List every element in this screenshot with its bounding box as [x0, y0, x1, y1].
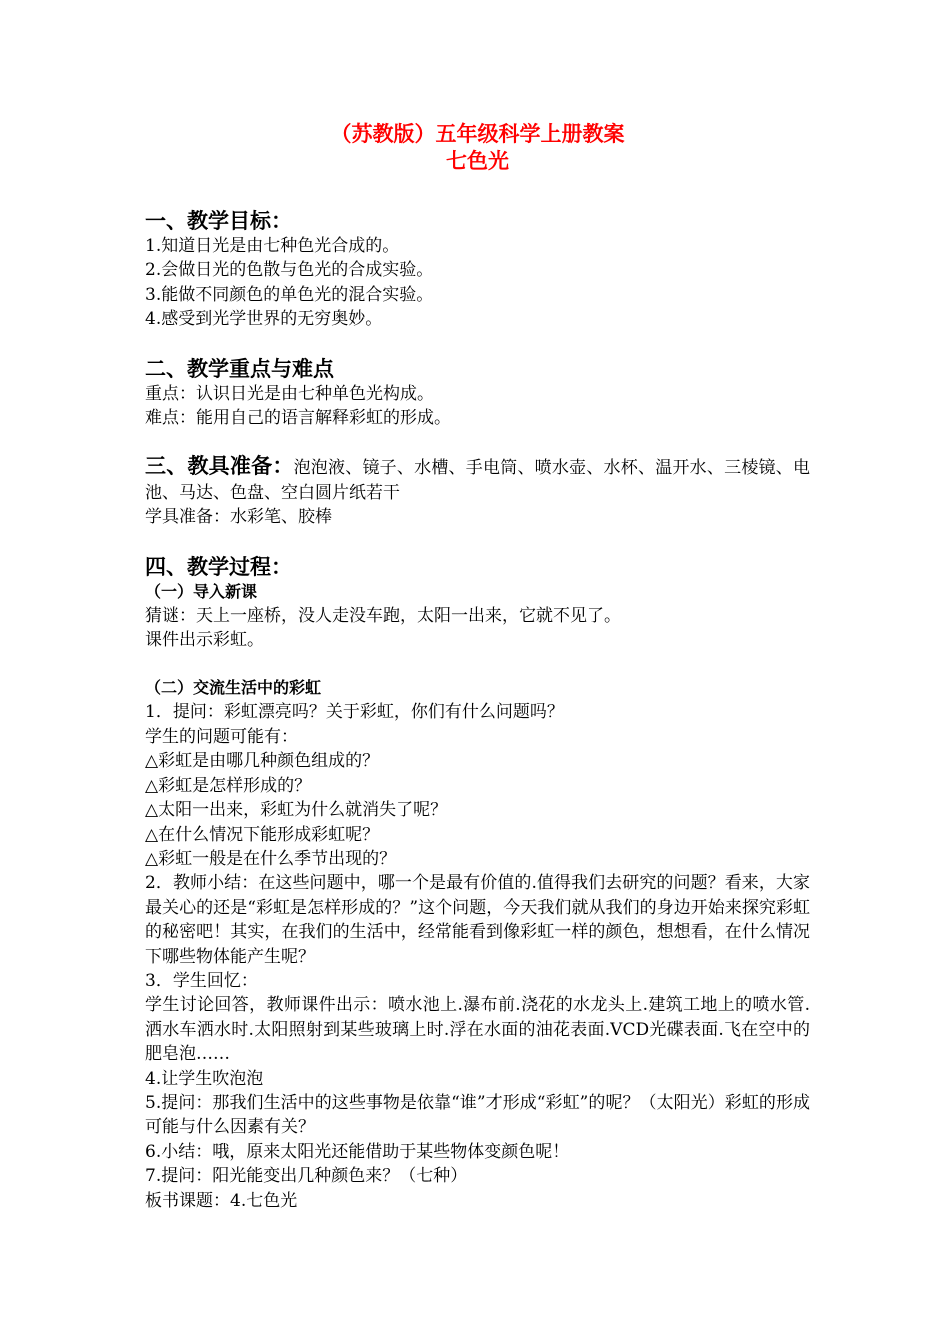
section-objectives [145, 208, 810, 332]
paragraph: 6.小结：哦，原来太阳光还能借助于某些物体变颜色呢！ [145, 1141, 570, 1162]
teaching-materials [145, 454, 810, 505]
bullet-question: △彩虹是由哪几种颜色组成的？ [145, 751, 380, 772]
document-title [145, 120, 810, 174]
objective-item: 2.会做日光的色散与色光的合成实验。 [145, 260, 434, 281]
materials-list: 泡泡液、镜子、水槽、手电筒、喷水壶、水杯、温开水、三棱镜、电池、马达、色盘、空白圆片纸若干 [145, 458, 811, 503]
paragraph: 3．学生回忆： [145, 970, 258, 991]
objective-item: 3.能做不同颜色的单色光的混合实验。 [145, 284, 434, 305]
paragraph: 学生讨论回答，教师课件出示：喷水池上.瀑布前.浇花的水龙头上.建筑工地上的喷水管.洒水车洒水时.太阳照射到某些玻璃上时.浮在水面的油花表面.VCD光碟表面.飞在空中的肥皂泡…… [145, 995, 810, 1065]
subsection-heading: （二）交流生活中的彩虹 [145, 678, 322, 698]
paragraph: 猜谜：天上一座桥，没人走没车跑，太阳一出来，它就不见了。 [145, 605, 621, 626]
title-line-1: （苏教版）五年级科学上册教案 [330, 121, 625, 146]
paragraph: 4.让学生吹泡泡 [145, 1068, 264, 1089]
bullet-question: △彩虹是怎样形成的？ [145, 775, 312, 796]
document-page [145, 120, 810, 1213]
board-title: 板书课题：4.七色光 [145, 1190, 298, 1211]
paragraph: 1．提问：彩虹漂亮吗？关于彩虹，你们有什么问题吗？ [145, 702, 564, 723]
bullet-question: △太阳一出来，彩虹为什么就消失了呢？ [145, 800, 448, 821]
paragraph: 7.提问：阳光能变出几种颜色来？（七种） [145, 1166, 468, 1187]
bullet-question: △在什么情况下能形成彩虹呢？ [145, 824, 380, 845]
section-heading: 一、教学目标： [145, 208, 292, 233]
subsection-heading: （一）导入新课 [145, 581, 258, 601]
objective-item: 4.感受到光学世界的无穷奥妙。 [145, 309, 383, 330]
section-materials [145, 454, 810, 529]
paragraph: 学生的问题可能有： [145, 726, 298, 747]
key-point: 重点：认识日光是由七种单色光构成。 [145, 383, 434, 404]
paragraph: 5.提问：那我们生活中的这些事物是依靠“谁”才形成“彩虹”的呢？（太阳光）彩虹的形成可能与什么因素有关？ [145, 1092, 810, 1138]
section-heading: 二、教学重点与难点 [145, 355, 334, 381]
bullet-question: △彩虹一般是在什么季节出现的？ [145, 848, 397, 869]
student-materials: 学具准备：水彩笔、胶棒 [145, 507, 332, 528]
difficult-point: 难点：能用自己的语言解释彩虹的形成。 [145, 408, 451, 429]
paragraph: 2．教师小结：在这些问题中，哪一个是最有价值的.值得我们去研究的问题？看来，大家最关心的还是“彩虹是怎样形成的？”这个问题，今天我们就从我们的身边开始来探究彩虹的秘密吧！其实，在我们的生活中，经常能看到像彩虹一样的颜色，想想看，在什么情况下哪些物体能产生呢？ [145, 873, 810, 967]
section-process [145, 554, 810, 1213]
title-line-2: 七色光 [446, 148, 509, 173]
section-key-points [145, 356, 810, 431]
paragraph: 课件出示彩虹。 [145, 630, 264, 651]
objective-item: 1.知道日光是由七种色光合成的。 [145, 236, 400, 256]
section-heading: 四、教学过程： [145, 553, 292, 579]
section-heading: 三、教具准备： [145, 453, 294, 479]
